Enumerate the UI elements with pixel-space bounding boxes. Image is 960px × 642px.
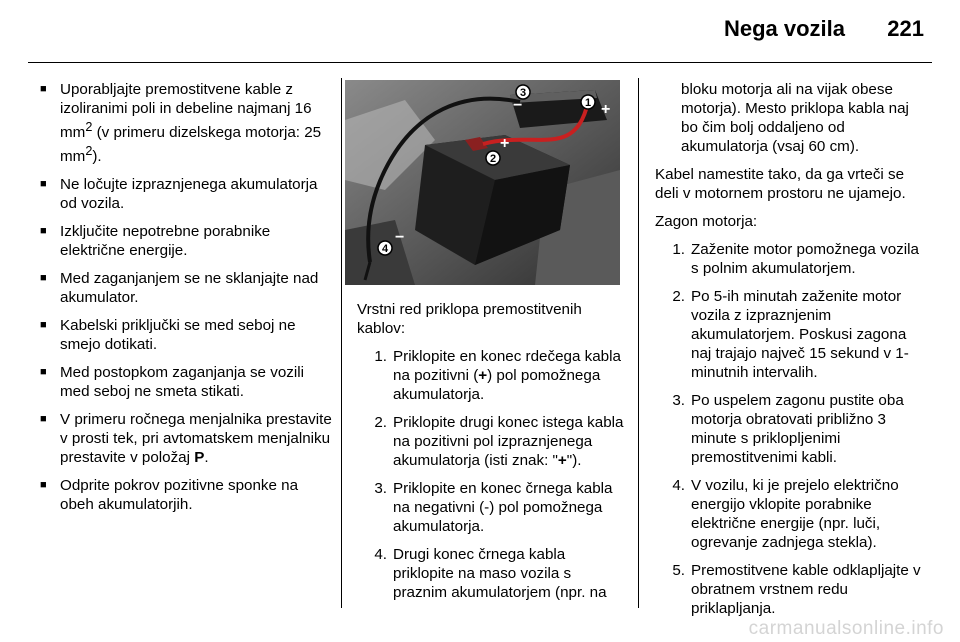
minus-sign: − <box>395 229 405 246</box>
plus-sign: + <box>500 135 510 152</box>
step-item: 2. Priklopite drugi konec istega kabla na pozitivni pol izpraznjenega akumulatorja (isti znak: "+"). <box>374 414 624 469</box>
step-item: 1. Priklopite en konec rdečega kabla na pozitivni (+) pol pomožnega akumulatorja. <box>374 348 621 403</box>
column-left <box>40 80 332 523</box>
step-item: 5. Premostitvene kable odklapljajte v obratnem vrstnem redu priklapljanja. <box>672 562 921 617</box>
bullet-gear: ■ V primeru ročnega menjalnika prestavite v prosti tek, pri avtomatskem menjalniku prestavite v položaj P. <box>40 410 332 467</box>
step-item: 2. Po 5-ih minutah zaženite motor vozila z izpraznjenim akumulatorjem. Poskusi zagona naj trajajo največ 15 sekund v 1-minutnih intervalih. <box>672 288 909 381</box>
bullet-item: ■ Odprite pokrov pozitivne sponke na obeh akumulatorjih. <box>40 476 332 514</box>
jumpstart-illustration <box>345 80 620 285</box>
watermark: carmanualsonline.info <box>748 618 944 639</box>
engine-bay-drawing <box>345 80 620 285</box>
minus-sign: − <box>513 97 523 114</box>
bullet-item: ■ Kabelski priključki se med seboj ne smejo dotikati. <box>40 316 332 354</box>
header-rule <box>28 62 932 63</box>
bullet-item: ■ Ne ločujte izpraznjenega akumulatorja od vozila. <box>40 175 332 213</box>
step-item: 1. Zaženite motor pomožnega vozila s polnim akumulatorjem. <box>672 241 919 277</box>
callout-label: 3 <box>519 87 527 99</box>
callout-label: 1 <box>584 97 592 109</box>
column-divider-1 <box>341 78 342 608</box>
step-item: 4. Drugi konec črnega kabla priklopite na maso vozila s praznim akumulatorjem (npr. na <box>374 546 607 601</box>
engine-start-heading: Zagon motorja: <box>655 213 758 230</box>
column-right <box>655 80 927 627</box>
page-number: 221 <box>887 16 924 41</box>
step-item: 3. Priklopite en konec črnega kabla na negativni (-) pol pomožnega akumulatorja. <box>374 480 613 535</box>
continuation-paragraph: bloku motorja ali na vijak obese motorja). Mesto priklopa kabla naj bo čim bolj oddaljeno od akumulatorja (vsaj 60 cm). <box>681 81 909 155</box>
cable-routing-paragraph: Kabel namestite tako, da ga vrteči se deli v motornem prostoru ne ujamejo. <box>655 166 906 202</box>
intro-paragraph: Vrstni red priklopa premostitvenih kablov: <box>357 301 582 337</box>
bullet-cable-spec: ■ Uporabljajte premostitvene kable z izoliranimi poli in debeline najmanj 16 $mm^2$ (v primeru dizelskega motorja: 25 $mm^2$). <box>40 80 332 166</box>
bullet-item: ■ Med postopkom zaganjanja se vozili med seboj ne smeta stikati. <box>40 363 332 401</box>
plus-sign: + <box>601 101 611 118</box>
callout-label: 4 <box>381 243 389 255</box>
step-item: 3. Po uspelem zagonu pustite oba motorja obratovati približno 3 minute s priklopljenimi premostitvenimi kabli. <box>672 392 904 466</box>
bullet-item: ■ Izključite nepotrebne porabnike električne energije. <box>40 222 332 260</box>
column-divider-2 <box>638 78 639 608</box>
step-item: 4. V vozilu, ki je prejelo električno energijo vklopite porabnike električne energije (npr. luči, ogrevanje zadnjega stekla). <box>672 477 899 551</box>
column-middle <box>357 300 627 611</box>
bullet-item: ■ Med zaganjanjem se ne sklanjajte nad akumulator. <box>40 269 332 307</box>
callout-label: 2 <box>489 153 497 165</box>
section-title: Nega vozila <box>723 16 845 41</box>
